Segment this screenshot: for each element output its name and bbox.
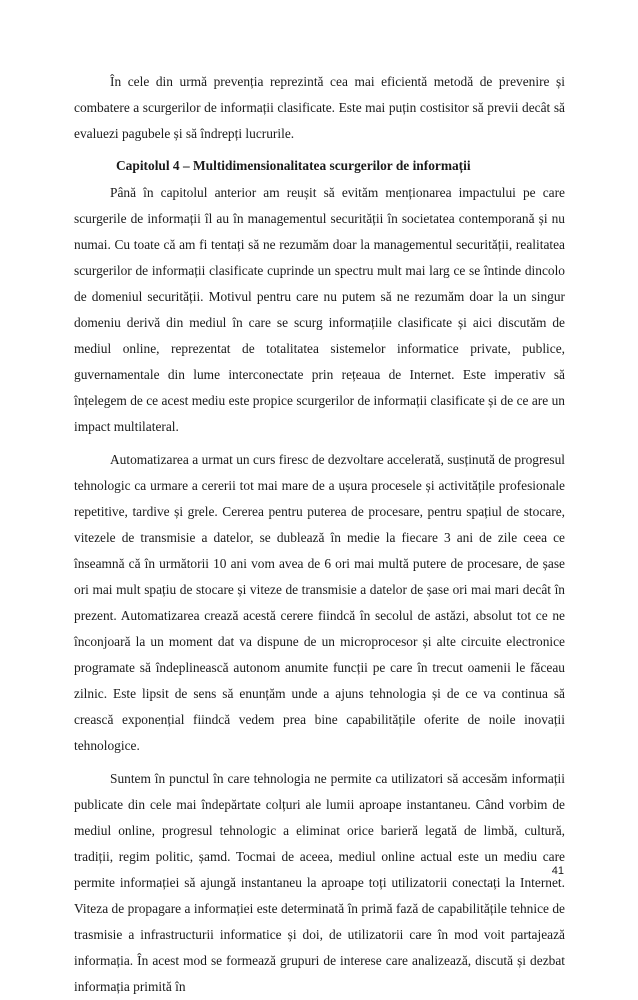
page-number: 41 — [551, 865, 564, 877]
intro-section — [74, 69, 565, 147]
body-paragraph: Până în capitolul anterior am reușit să evităm menționarea impactului pe care scurgerile de informații îl au în managementul securității în societatea contemporană și nu numai. Cu toate că am fi tentați să ne rezumăm doar la managementul securității, realitatea scurgerilor de informații clasificate cuprinde un spectru mult mai larg ce se întinde dincolo de domeniul securității. Motivul pentru care nu putem să ne rezumăm doar la un singur domeniu derivă din mediul în care se scurg informațiile clasificate și aici discutăm de mediul online, reprezentat de totalitatea sistemelor informatice private, publice, guvernamentale din lume interconectate prin rețeaua de Internet. Este imperativ să înțelegem de ce acest mediu este propice scurgerilor de informații clasificate și de ce are un impact multilateral. — [74, 185, 565, 434]
body-paragraph: Suntem în punctul în care tehnologia ne permite ca utilizatori să accesăm informații publicate din cele mai îndepărtate colțuri ale lumii aproape instantaneu. Când vorbim de mediul online, progresul tehnologic a eliminat orice barieră legată de limbă, cultură, tradiții, regim politic, șamd. Tocmai de aceea, mediul online actual este un mediu care permite informației să ajungă instantaneu la aproape toți utilizatorii conectați la Internet. Viteza de propagare a informației este determinată în primă fază de capabilitățile tehnice de trasmisie a infrastructurii informatice și doi, de utilizatorii care în mod voit partajează informația. În acest mod se formează grupuri de interese care analizează, discută și dezbat informația primită în — [74, 771, 565, 994]
body-paragraph: Automatizarea a urmat un curs firesc de dezvoltare accelerată, susținută de progresul tehnologic ca urmare a cererii tot mai mare de a ușura procesele și activitățile profesionale repetitive, tardive și grele. Cererea pentru puterea de procesare, pentru spațiul de stocare, vitezele de transmisie a datelor, se dublează în medie la fiecare 3 ani de zile ceea ce înseamnă că în următorii 10 ani vom avea de 6 ori mai multă putere de procesare, de șase ori mai mult spațiu de stocare și viteze de transmisie a datelor de șase ori mai mari decât în prezent. Automatizarea crează acestă cerere fiindcă în secolul de astăzi, absolut tot ce ne înconjoară la un moment dat va dispune de un microprocesor și alte circuite electronice programate să îndeplinească autonom anumite funcții pe care în trecut oamenii le făceau zilnic. Este lipsit de sens să enunțăm unde a ajuns tehnologia și de ce va continua să crească exponențial fiindcă vedem prea bine capabilitățile oferite de noile inovații tehnologice. — [74, 452, 565, 753]
chapter-heading: Capitolul 4 – Multidimensionalitatea scurgerilor de informații — [116, 158, 471, 173]
chapter-body — [74, 180, 565, 1000]
intro-paragraph: În cele din urmă prevenția reprezintă cea mai eficientă metodă de prevenire și combatere a scurgerilor de informații clasificate. Este mai puțin costisitor să previi decât să evaluezi pagubele și să îndrepți lucrurile. — [74, 74, 565, 141]
